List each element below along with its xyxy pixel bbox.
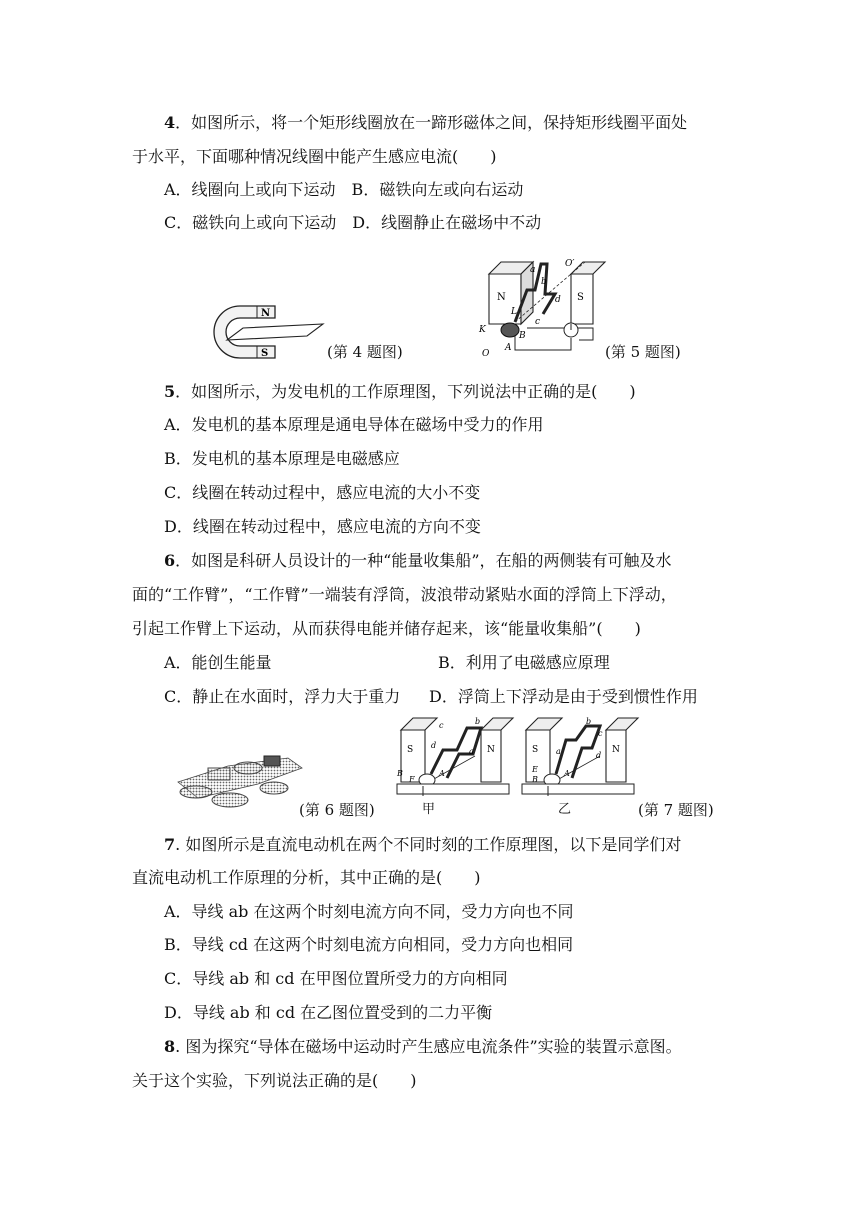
q7-jia-label-n: N — [487, 745, 495, 755]
q5-label-o: O — [482, 349, 490, 358]
q7-yi-label-s: S — [532, 745, 539, 755]
q7-yi-label-d: d — [596, 751, 602, 760]
q7-stem-line2: 直流电动机工作原理的分析，其中正确的是( ) — [132, 868, 481, 887]
q5-label-aa: A — [505, 343, 512, 353]
q7-yi-label-n: N — [612, 745, 620, 755]
q5-stem: 5．如图所示，为发电机的工作原理图，下列说法中正确的是( ) — [164, 382, 636, 401]
q5-label-s: S — [577, 292, 584, 303]
q5-figure-caption: (第 5 题图) — [605, 343, 681, 361]
q5-label-k: K — [479, 325, 486, 335]
q4-figure — [205, 300, 335, 362]
q7-option-d: D．导线 ab 和 cd 在乙图位置受到的二力平衡 — [164, 1003, 493, 1022]
q5-option-a: A．发电机的基本原理是通电导体在磁场中受力的作用 — [164, 415, 544, 434]
q7-yi-label-a2: A — [564, 769, 570, 778]
q4-stem-line2: 于水平，下面哪种情况线圈中能产生感应电流( ) — [132, 147, 497, 166]
q7-jia-label-a2: A — [439, 769, 445, 778]
q4-figure-caption: (第 4 题图) — [327, 343, 403, 361]
q7-yi-label-c: c — [598, 729, 603, 738]
q5-option-d: D．线圈在转动过程中，感应电流的方向不变 — [164, 517, 481, 536]
q7-jia-label-b: b — [475, 717, 481, 726]
q7-yi-label-a: a — [556, 747, 561, 756]
q5-label-o1: O′ — [565, 259, 575, 269]
q8-stem-line1: 8. 图为探究“导体在磁场中运动时产生感应电流条件”实验的装置示意图。 — [164, 1037, 682, 1056]
q4-stem-line1: 4．如图所示，将一个矩形线圈放在一蹄形磁体之间，保持矩形线圈平面处 — [164, 113, 688, 132]
q7-option-c: C．导线 ab 和 cd 在甲图位置所受力的方向相同 — [164, 969, 508, 988]
q7-jia-label-s: S — [407, 745, 414, 755]
q5-label-d: d — [555, 295, 561, 305]
q4-label-n: N — [261, 308, 271, 319]
q7-jia-label-a: a — [469, 747, 474, 756]
q4-options-cd: C．磁铁向上或向下运动 D．线圈静止在磁场中不动 — [164, 213, 542, 232]
q7-option-a: A．导线 ab 在这两个时刻电流方向不同，受力方向也不同 — [164, 902, 574, 921]
q7-yi-label-e: E — [532, 765, 538, 774]
q6-option-c: C．静止在水面时，浮力大于重力 — [164, 687, 401, 706]
q5-label-bb: B — [519, 331, 526, 341]
q4-label-s: S — [261, 348, 269, 359]
q7-option-b: B．导线 cd 在这两个时刻电流方向相同，受力方向也相同 — [164, 935, 574, 954]
q7-jia-label-f: F — [409, 775, 415, 784]
q6-stem-line2: 面的“工作臂”，“工作臂”一端装有浮筒，波浪带动紧贴水面的浮筒上下浮动， — [132, 585, 677, 604]
q5-figure — [475, 250, 610, 358]
q5-label-l: L — [511, 307, 517, 317]
q5-label-n: N — [497, 292, 506, 303]
q8-stem-line2: 关于这个实验，下列说法正确的是( ) — [132, 1071, 417, 1090]
q7-figure-jia — [395, 714, 515, 796]
q7-stem-line1: 7. 如图所示是直流电动机在两个不同时刻的工作原理图，以下是同学们对 — [164, 835, 682, 854]
q7-jia-label-c: c — [439, 721, 444, 730]
q6-figure — [168, 748, 308, 810]
q7-figure-yi — [520, 714, 640, 796]
q7-jia-label-b2: B — [397, 769, 403, 778]
q5-label-b: b — [541, 277, 547, 287]
q6-option-b: B．利用了电磁感应原理 — [438, 653, 610, 672]
q7-figure-label-jia: 甲 — [422, 802, 436, 817]
q7-figure-label-yi: 乙 — [558, 802, 572, 817]
q7-figure-caption: (第 7 题图) — [638, 801, 714, 819]
q5-label-c: c — [535, 317, 541, 327]
q6-figure-caption: (第 6 题图) — [299, 801, 375, 819]
q7-jia-label-d: d — [431, 741, 437, 750]
q5-option-b: B．发电机的基本原理是电磁感应 — [164, 449, 400, 468]
q5-option-c: C．线圈在转动过程中，感应电流的大小不变 — [164, 483, 481, 502]
q4-options-ab: A．线圈向上或向下运动 B．磁铁向左或向右运动 — [164, 180, 524, 199]
q5-label-a: a — [530, 265, 536, 275]
q6-option-a: A．能创生能量 — [164, 653, 272, 672]
q7-yi-label-b2: B — [532, 775, 538, 784]
q6-stem-line3: 引起工作臂上下运动，从而获得电能并储存起来，该“能量收集船”( ) — [132, 619, 641, 638]
q6-option-d: D．浮筒上下浮动是由于受到惯性作用 — [429, 687, 698, 706]
q6-stem-line1: 6．如图是科研人员设计的一种“能量收集船”，在船的两侧装有可触及水 — [164, 551, 672, 570]
q7-yi-label-b: b — [586, 717, 592, 726]
